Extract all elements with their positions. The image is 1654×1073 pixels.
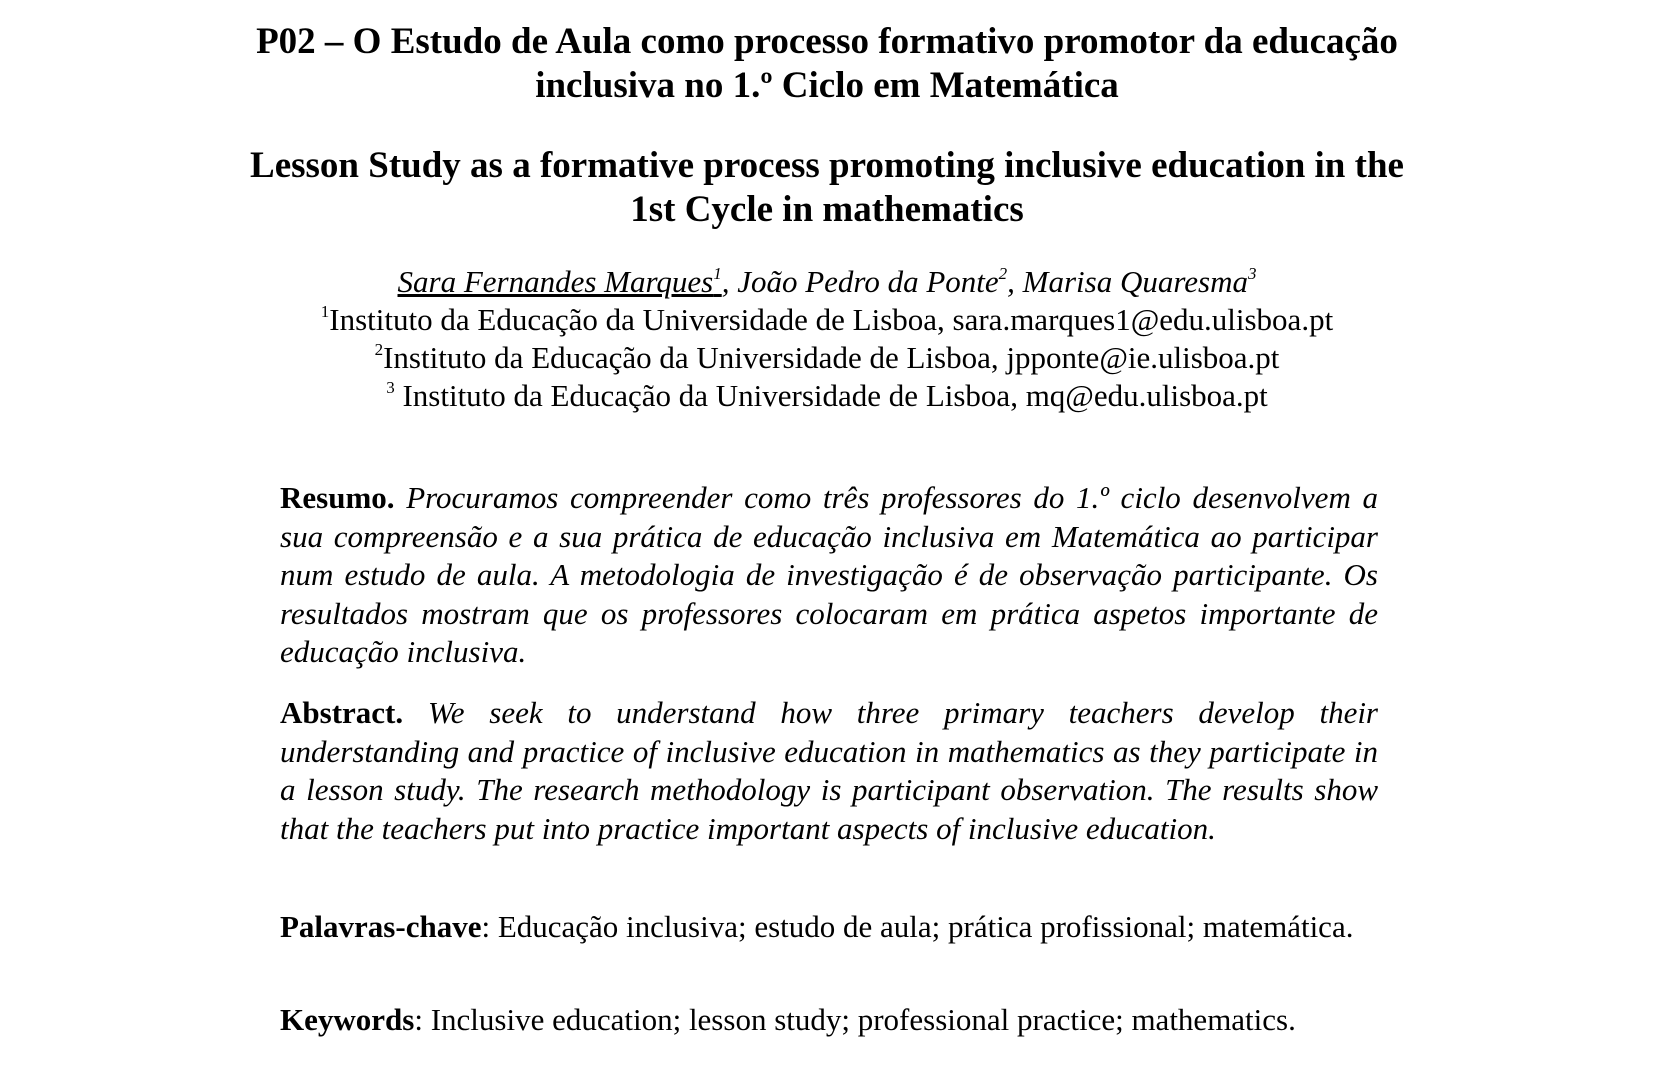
resumo-label: Resumo. <box>280 480 395 515</box>
affiliation-1-text: Instituto da Educação da Universidade de Lisboa, sara.marques1@edu.ulisboa.pt <box>329 302 1334 337</box>
author-name-2: João Pedro da Ponte <box>737 264 999 299</box>
abstract-label: Abstract. <box>280 695 404 730</box>
author-name-1 <box>398 264 722 299</box>
author-separator-2: , <box>1007 264 1023 299</box>
palavras-chave-label: Palavras-chave <box>280 909 482 944</box>
portuguese-title-line-2: inclusiva no 1.º Ciclo em Matemática <box>535 65 1119 106</box>
palavras-chave-paragraph <box>280 908 1378 947</box>
author-block <box>0 263 1654 415</box>
english-title-line-1: Lesson Study as a formative process promoting inclusive education in the <box>250 145 1404 186</box>
author-2-sup: 2 <box>998 264 1008 283</box>
affiliation-2-text: Instituto da Educação da Universidade de Lisboa, jpponte@ie.ulisboa.pt <box>383 340 1280 375</box>
keywords-text: : Inclusive education; lesson study; professional practice; mathematics. <box>414 1002 1296 1037</box>
affiliation-3 <box>0 377 1654 415</box>
english-title <box>0 144 1654 232</box>
author-3-sup: 3 <box>1247 264 1257 283</box>
keywords-paragraph <box>280 1001 1378 1040</box>
affiliation-3-sup: 3 <box>386 378 395 397</box>
portuguese-title-line-1: P02 – O Estudo de Aula como processo formativo promotor da educação <box>256 21 1398 62</box>
affiliation-3-text: Instituto da Educação da Universidade de Lisboa, mq@edu.ulisboa.pt <box>394 378 1268 413</box>
english-title-line-2: 1st Cycle in mathematics <box>630 189 1024 230</box>
author-1-text: Sara Fernandes Marques <box>397 264 714 299</box>
abstract-paragraph <box>280 694 1378 848</box>
author-1-sup: 1 <box>713 264 722 283</box>
affiliation-2 <box>0 339 1654 377</box>
author-name-3: Marisa Quaresma <box>1022 264 1248 299</box>
palavras-chave-text: : Educação inclusiva; estudo de aula; prática profissional; matemática. <box>481 909 1354 944</box>
author-separator-1: , <box>721 264 738 299</box>
affiliation-1-sup: 1 <box>320 302 330 321</box>
resumo-paragraph <box>280 479 1378 672</box>
resumo-text: Procuramos compreender como três professores do 1.º ciclo desenvolvem a sua compreensão e a sua prática de educação inclusiva em Matemática ao participar num estudo de aula. A metodologia de investigação é de observação participante. Os resultados mostram que os professores colocaram em prática aspetos importante de educação inclusiva. <box>280 480 1378 669</box>
abstract-text: We seek to understand how three primary teachers develop their understanding and practice of inclusive education in mathematics as they participate in a lesson study. The research methodology is participant observation. The results show that the teachers put into practice important aspects of inclusive education. <box>280 695 1378 846</box>
keywords-label: Keywords <box>280 1002 415 1037</box>
affiliation-2-sup: 2 <box>374 340 384 359</box>
author-list <box>0 263 1654 301</box>
portuguese-title <box>0 20 1654 108</box>
affiliation-1 <box>0 301 1654 339</box>
